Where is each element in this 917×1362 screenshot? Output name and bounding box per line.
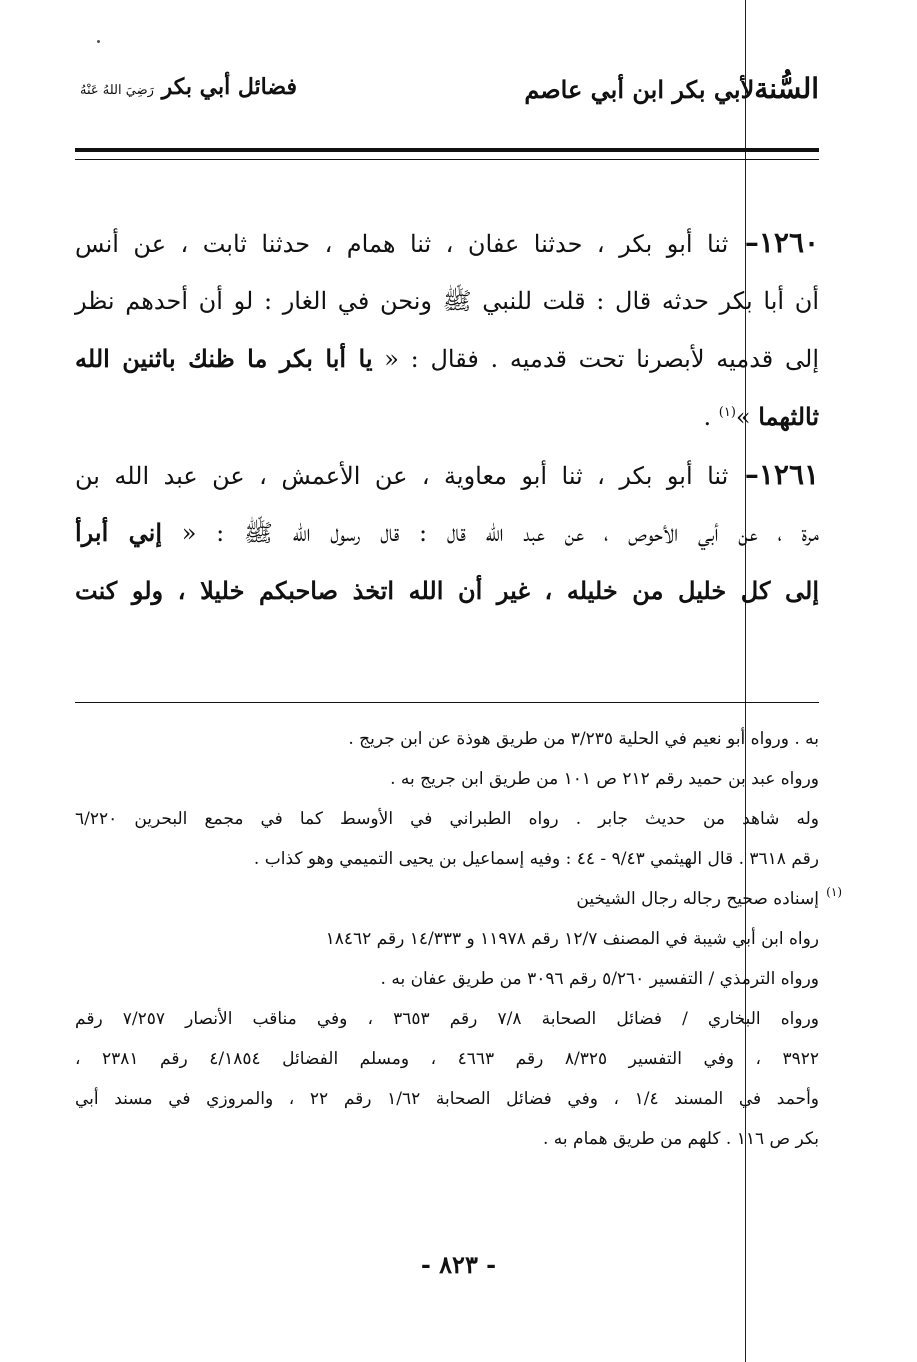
prophetic-text: إني أبرأ <box>75 518 163 547</box>
hadith-line <box>75 272 819 330</box>
hadith-line <box>75 562 819 620</box>
prophetic-text: يا أبا بكر ما ظنك باثنين الله <box>75 344 373 373</box>
footnotes <box>75 722 842 1162</box>
footnote-reference: (١) <box>718 405 736 420</box>
narration-text: . <box>703 403 719 431</box>
hadith-line <box>75 504 819 562</box>
footnote-line <box>75 1042 819 1082</box>
footnote-text: وله شاهد من حديث جابر . رواه الطبراني في الأوسط كما في مجمع البحرين ٦/٢٢٠ <box>75 809 819 829</box>
hadith-number: ١٢٦١ <box>758 458 820 491</box>
scan-speck <box>97 40 100 43</box>
header-chapter-title: فضائل أبي بكر <box>161 74 297 100</box>
footnote-marker: (١) <box>826 885 842 899</box>
footnote-text: إسناده صحيح رجاله رجال الشيخين <box>576 889 819 909</box>
header-honorific: رَضِيَ اللهُ عَنْهُ <box>80 83 154 98</box>
footnote-line <box>75 842 819 882</box>
page-number: - ٨٢٣ - <box>420 1250 497 1279</box>
footnote-line <box>75 1002 819 1042</box>
hadith-line <box>75 388 819 446</box>
prophetic-text: ثالثهما <box>758 402 819 431</box>
running-header <box>80 72 819 116</box>
footnote-text: رقم ٣٦١٨ . قال الهيثمي ٩/٤٣ - ٤٤ : وفيه إسماعيل بن يحيى التميمي وهو كذاب . <box>253 849 819 869</box>
narration-text: ثنا أبو بكر ، حدثنا عفان ، ثنا همام ، حدثنا ثابت ، عن أنس <box>75 230 729 258</box>
footnote-text: ٣٩٢٢ ، وفي التفسير ٨/٣٢٥ رقم ٤٦٦٣ ، ومسلم الفضائل ٤/١٨٥٤ رقم ٢٣٨١ ، <box>75 1049 819 1069</box>
footnote-rule <box>75 702 819 703</box>
footnote-text: رواه ابن أبي شيبة في المصنف ١٢/٧ رقم ١١٩٧٨ و ١٤/٣٣٣ رقم ١٨٤٦٢ <box>325 929 819 949</box>
header-author: لأبي بكر ابن أبي عاصم <box>524 75 755 104</box>
hadith-number: ١٢٦٠ <box>758 226 820 259</box>
header-book-author <box>524 72 819 105</box>
main-text <box>75 214 819 620</box>
prophetic-text: إلى كل خليل من خليله ، غير أن الله اتخذ صاحبكم خليلا ، ولو كنت <box>75 576 819 605</box>
narration-text: إلى قدميه لأبصرنا تحت قدميه . فقال : « <box>372 345 819 373</box>
footnote-line <box>75 722 819 762</box>
footnote-text: ورواه الترمذي / التفسير ٥/٢٦٠ رقم ٣٠٩٦ من طريق عفان به . <box>380 969 819 989</box>
header-rule-thick <box>75 148 819 152</box>
footnote-line <box>75 962 819 1002</box>
header-book-title: السُّنة <box>754 72 819 105</box>
hadith-line <box>75 446 819 504</box>
narration-text: أن أبا بكر حدثه قال : قلت للنبي ﷺ ونحن في الغار : لو أن أحدهم نظر <box>75 287 819 315</box>
footnote-text: بكر ص ١١٦ . كلهم من طريق همام به . <box>543 1129 819 1149</box>
narration-text: ثنا أبو بكر ، ثنا أبو معاوية ، عن الأعمش ، عن عبد الله بن <box>75 462 729 490</box>
footnote-line <box>75 762 819 802</box>
footnote-line <box>75 1122 819 1162</box>
footnote-line <box>75 1082 819 1122</box>
narration-text: » <box>735 403 759 431</box>
header-rule-thin <box>75 159 819 160</box>
hadith-dash: – <box>728 458 759 491</box>
footnote-text: ورواه البخاري / فضائل الصحابة ٧/٨ رقم ٣٦٥٣ ، وفي مناقب الأنصار ٧/٢٥٧ رقم <box>75 1009 819 1029</box>
hadith-line <box>75 214 819 272</box>
hadith-dash: – <box>728 226 759 259</box>
hadith-line <box>75 330 819 388</box>
footnote-line <box>75 922 819 962</box>
narration-text: مرة ، عن أبي الأحوص ، عن عبد الله قال : قال رسول الله ﷺ : « <box>162 519 819 547</box>
footnote-text: به . ورواه أبو نعيم في الحلية ٣/٢٣٥ من طريق هوذة عن ابن جريج . <box>348 729 819 749</box>
footnote-line <box>75 802 819 842</box>
header-chapter <box>80 74 297 100</box>
footnote-text: ورواه عبد بن حميد رقم ٢١٢ ص ١٠١ من طريق ابن جريج به . <box>390 769 819 789</box>
footnote-text: وأحمد في المسند ١/٤ ، وفي فضائل الصحابة ١/٦٢ رقم ٢٢ ، والمروزي في مسند أبي <box>75 1089 819 1109</box>
footnote-line <box>75 882 842 922</box>
